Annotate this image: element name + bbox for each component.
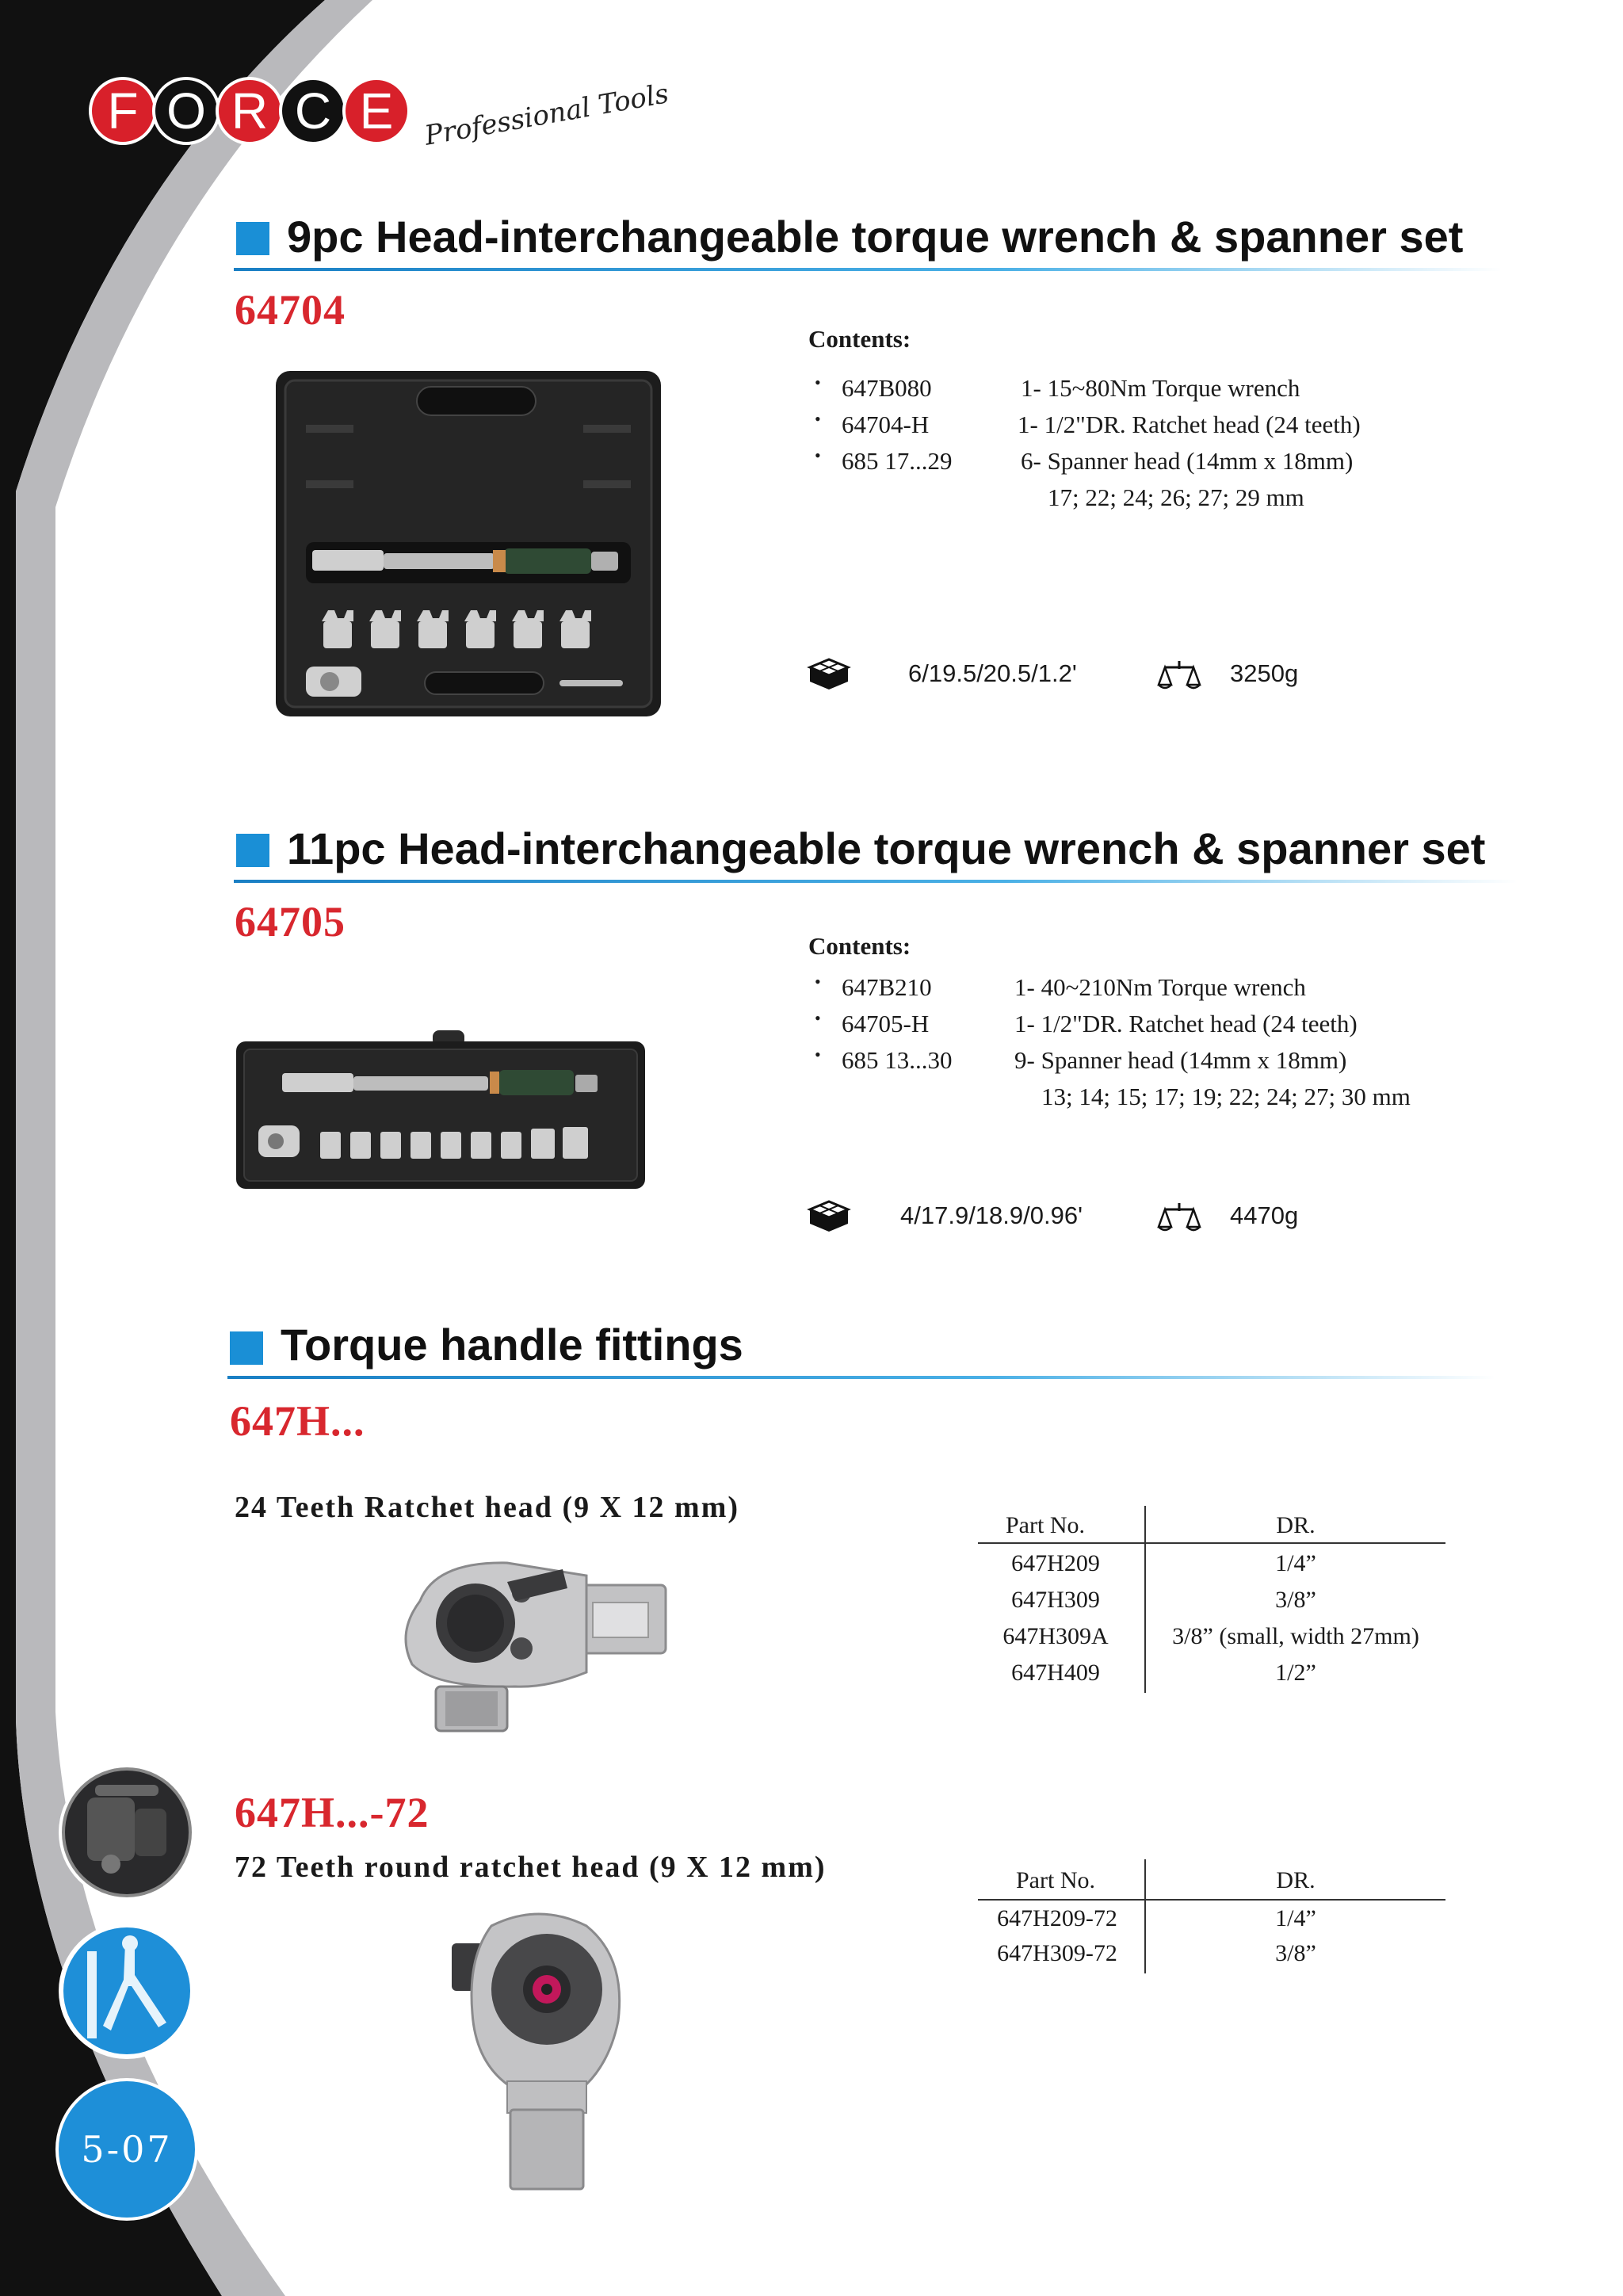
section-title: 11pc Head-interchangeable torque wrench & spanner set (287, 823, 1486, 873)
table-header-rule (978, 1899, 1445, 1901)
weight-scale-icon (1157, 1200, 1201, 1235)
part-number: 685 13...30 (842, 1046, 953, 1074)
spanner-sizes: 17; 22; 24; 26; 27; 29 mm (1048, 483, 1304, 511)
weight-value: 3250g (1230, 659, 1299, 687)
page-number-badge (55, 2078, 198, 2221)
cell-dr: 1/4” (1275, 1905, 1316, 1931)
cell-part: 647H309 (1011, 1587, 1100, 1613)
round-ratchet-head-image (444, 1902, 634, 2195)
item-description: 9- Spanner head (14mm x 18mm) (1014, 1046, 1347, 1074)
ratchet-72-heading: 72 Teeth round ratchet head (9 X 12 mm) (235, 1851, 827, 1884)
product-code: 64705 (235, 898, 346, 946)
logo-letter-e: E (342, 77, 411, 145)
tool-case-image (235, 1030, 647, 1189)
col-header-dr: DR. (1276, 1512, 1316, 1538)
section-title: 9pc Head-interchangeable torque wrench & spanner set (287, 212, 1464, 262)
logo-letter-o: O (152, 77, 220, 145)
brand-tagline: Professional Tools (422, 78, 671, 152)
bullet: • (815, 409, 821, 429)
weight-value: 4470g (1230, 1201, 1299, 1229)
item-description: 1- 1/2"DR. Ratchet head (24 teeth) (1018, 411, 1361, 438)
section-divider (227, 1376, 1495, 1379)
cell-dr: 3/8” (1275, 1940, 1316, 1966)
cell-part: 647H209-72 (997, 1905, 1117, 1931)
contents-label: Contents: (808, 325, 911, 353)
ratchet-head-image (388, 1553, 682, 1744)
col-header-part: Part No. (1006, 1512, 1085, 1538)
bullet: • (815, 372, 821, 392)
cell-part: 647H409 (1011, 1660, 1100, 1686)
section-title: Torque handle fittings (281, 1320, 743, 1370)
weight-scale-icon (1157, 658, 1201, 693)
logo-letter-r: R (216, 77, 284, 145)
engine-category-icon (55, 1761, 198, 1904)
cell-part: 647H309A (1002, 1623, 1109, 1649)
brand-logo (89, 75, 671, 152)
puller-category-icon (55, 1920, 198, 2062)
cell-part: 647H309-72 (997, 1940, 1117, 1966)
logo-letter-c: C (279, 77, 347, 145)
item-description: 1- 15~80Nm Torque wrench (1021, 374, 1300, 402)
section-marker (236, 222, 269, 255)
cell-dr: 3/8” (small, width 27mm) (1172, 1623, 1419, 1649)
section-marker (236, 834, 269, 867)
table-header-rule (978, 1542, 1445, 1544)
bullet: • (815, 1008, 821, 1028)
cell-dr: 1/2” (1275, 1660, 1316, 1686)
section-divider (234, 880, 1518, 883)
part-number: 647B080 (842, 374, 932, 402)
page-number: 5-07 (81, 2128, 173, 2171)
parts-table-24 (978, 1506, 1445, 1693)
part-number: 647B210 (842, 973, 932, 1001)
section-divider (234, 268, 1502, 271)
item-description: 1- 1/2"DR. Ratchet head (24 teeth) (1014, 1010, 1358, 1037)
bullet: • (815, 445, 821, 465)
bullet: • (815, 972, 821, 991)
package-dimensions: 4/17.9/18.9/0.96' (900, 1201, 1083, 1229)
part-number: 64705-H (842, 1010, 930, 1037)
spanner-sizes: 13; 14; 15; 17; 19; 22; 24; 27; 30 mm (1041, 1083, 1411, 1110)
col-header-dr: DR. (1276, 1867, 1316, 1893)
product-code: 64704 (235, 286, 346, 334)
package-dimensions: 6/19.5/20.5/1.2' (908, 659, 1077, 687)
cell-dr: 1/4” (1275, 1550, 1316, 1576)
product-code: 647H... (230, 1397, 365, 1445)
item-description: 6- Spanner head (14mm x 18mm) (1021, 447, 1354, 475)
parts-table-72 (978, 1859, 1445, 1973)
bullet: • (815, 1045, 821, 1064)
cell-part: 647H209 (1011, 1550, 1100, 1576)
col-header-part: Part No. (1016, 1867, 1095, 1893)
logo-letter-f: F (89, 77, 157, 145)
package-box-icon (807, 656, 851, 691)
item-description: 1- 40~210Nm Torque wrench (1014, 973, 1306, 1001)
contents-label: Contents: (808, 932, 911, 960)
part-number: 64704-H (842, 411, 930, 438)
tool-case-image (274, 369, 663, 718)
part-number: 685 17...29 (842, 447, 953, 475)
section-marker (230, 1331, 263, 1365)
ratchet-24-heading: 24 Teeth Ratchet head (9 X 12 mm) (235, 1491, 740, 1524)
product-code: 647H...-72 (235, 1789, 430, 1836)
package-box-icon (807, 1198, 851, 1233)
cell-dr: 3/8” (1275, 1587, 1316, 1613)
